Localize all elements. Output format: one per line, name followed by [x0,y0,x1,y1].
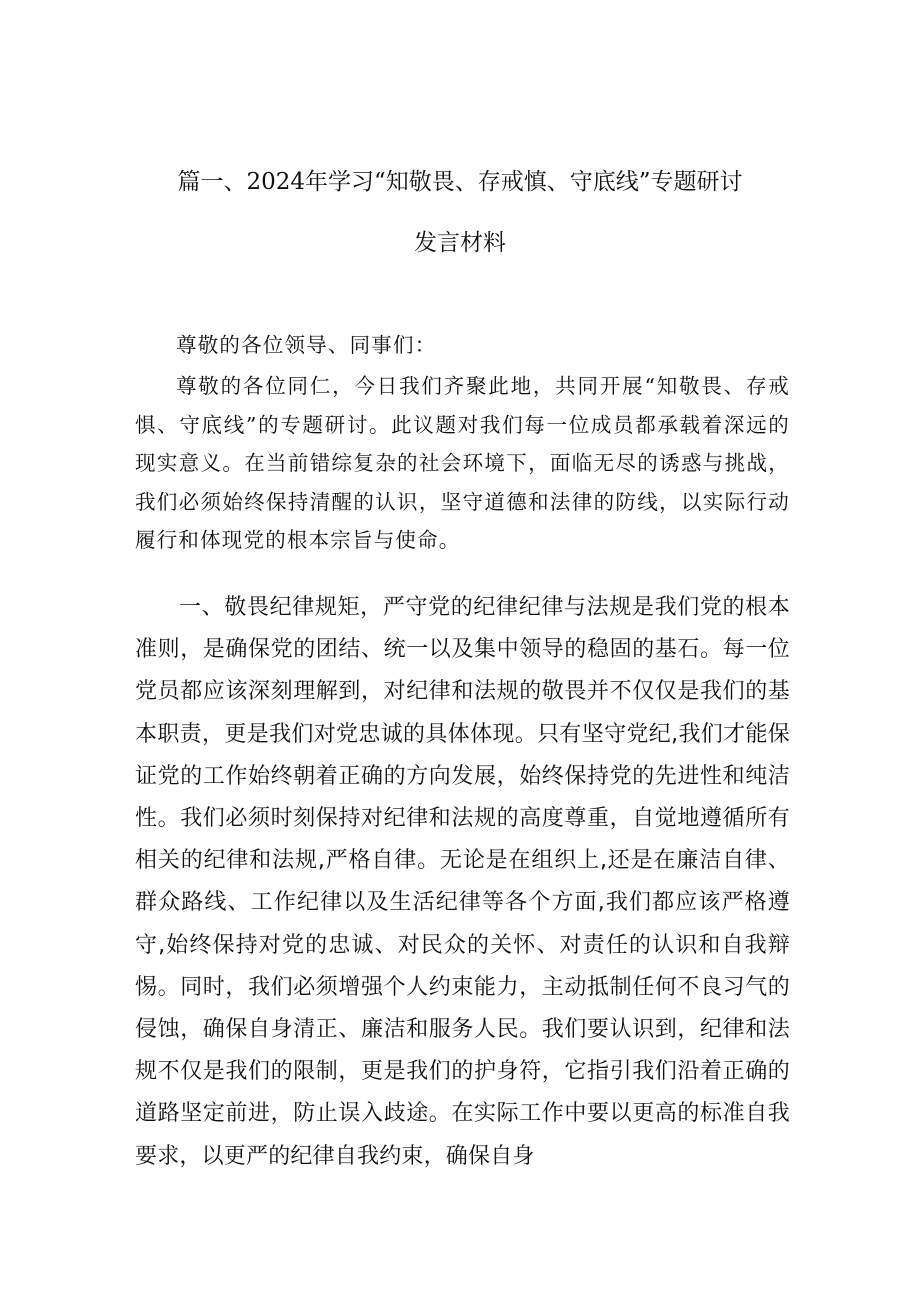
document-title-line-2: 发言材料 [414,230,506,256]
salutation: 尊敬的各位领导、同事们： [176,333,437,357]
section-one-paragraph: 一、敬畏纪律规矩，严守党的纪律纪律与法规是我们党的根本准则，是确保党的团结、统一以及集中领导的稳固的基石。每一位党员都应该深刻理解到，对纪律和法规的敬畏并不仅仅是我们的基本职责，更是我们对党忠诚的具体体现。只有坚守党纪,我们才能保证党的工作始终朝着正确的方向发展，始终保持党的先进性和纯洁性。我们必须时刻保持对纪律和法规的高度尊重，自觉地遵循所有相关的纪律和法规,严格自律。无论是在组织上,还是在廉洁自律、群众路线、工作纪律以及生活纪律等各个方面,我们都应该严格遵守,始终保持对党的忠诚、对民众的关怀、对责任的认识和自我辩惕。同时，我们必须增强个人约束能力，主动抵制任何不良习气的侵蚀，确保自身清正、廉洁和服务人民。我们要认识到，纪律和法规不仅是我们的限制，更是我们的护身符，它指引我们沿着正确的道路坚定前进，防止误入歧途。在实际工作中要以更高的标准自我要求，以更严的纪律自我约束，确保自身 [135,595,790,1169]
document-title-line-1: 篇一、2024年学习“知敬畏、存戒慎、守底线”专题研讨 [177,169,743,195]
intro-paragraph: 尊敬的各位同仁，今日我们齐聚此地，共同开展“知敬畏、存戒惧、守底线”的专题研讨。此议题对我们每一位成员都承载着深远的现实意义。在当前错综复杂的社会环境下，面临无尽的诱惑与挑战，我们必须始终保持清醒的认识，坚守道德和法律的防线，以实际行动履行和体现党的根本宗旨与使命。 [135,374,790,552]
